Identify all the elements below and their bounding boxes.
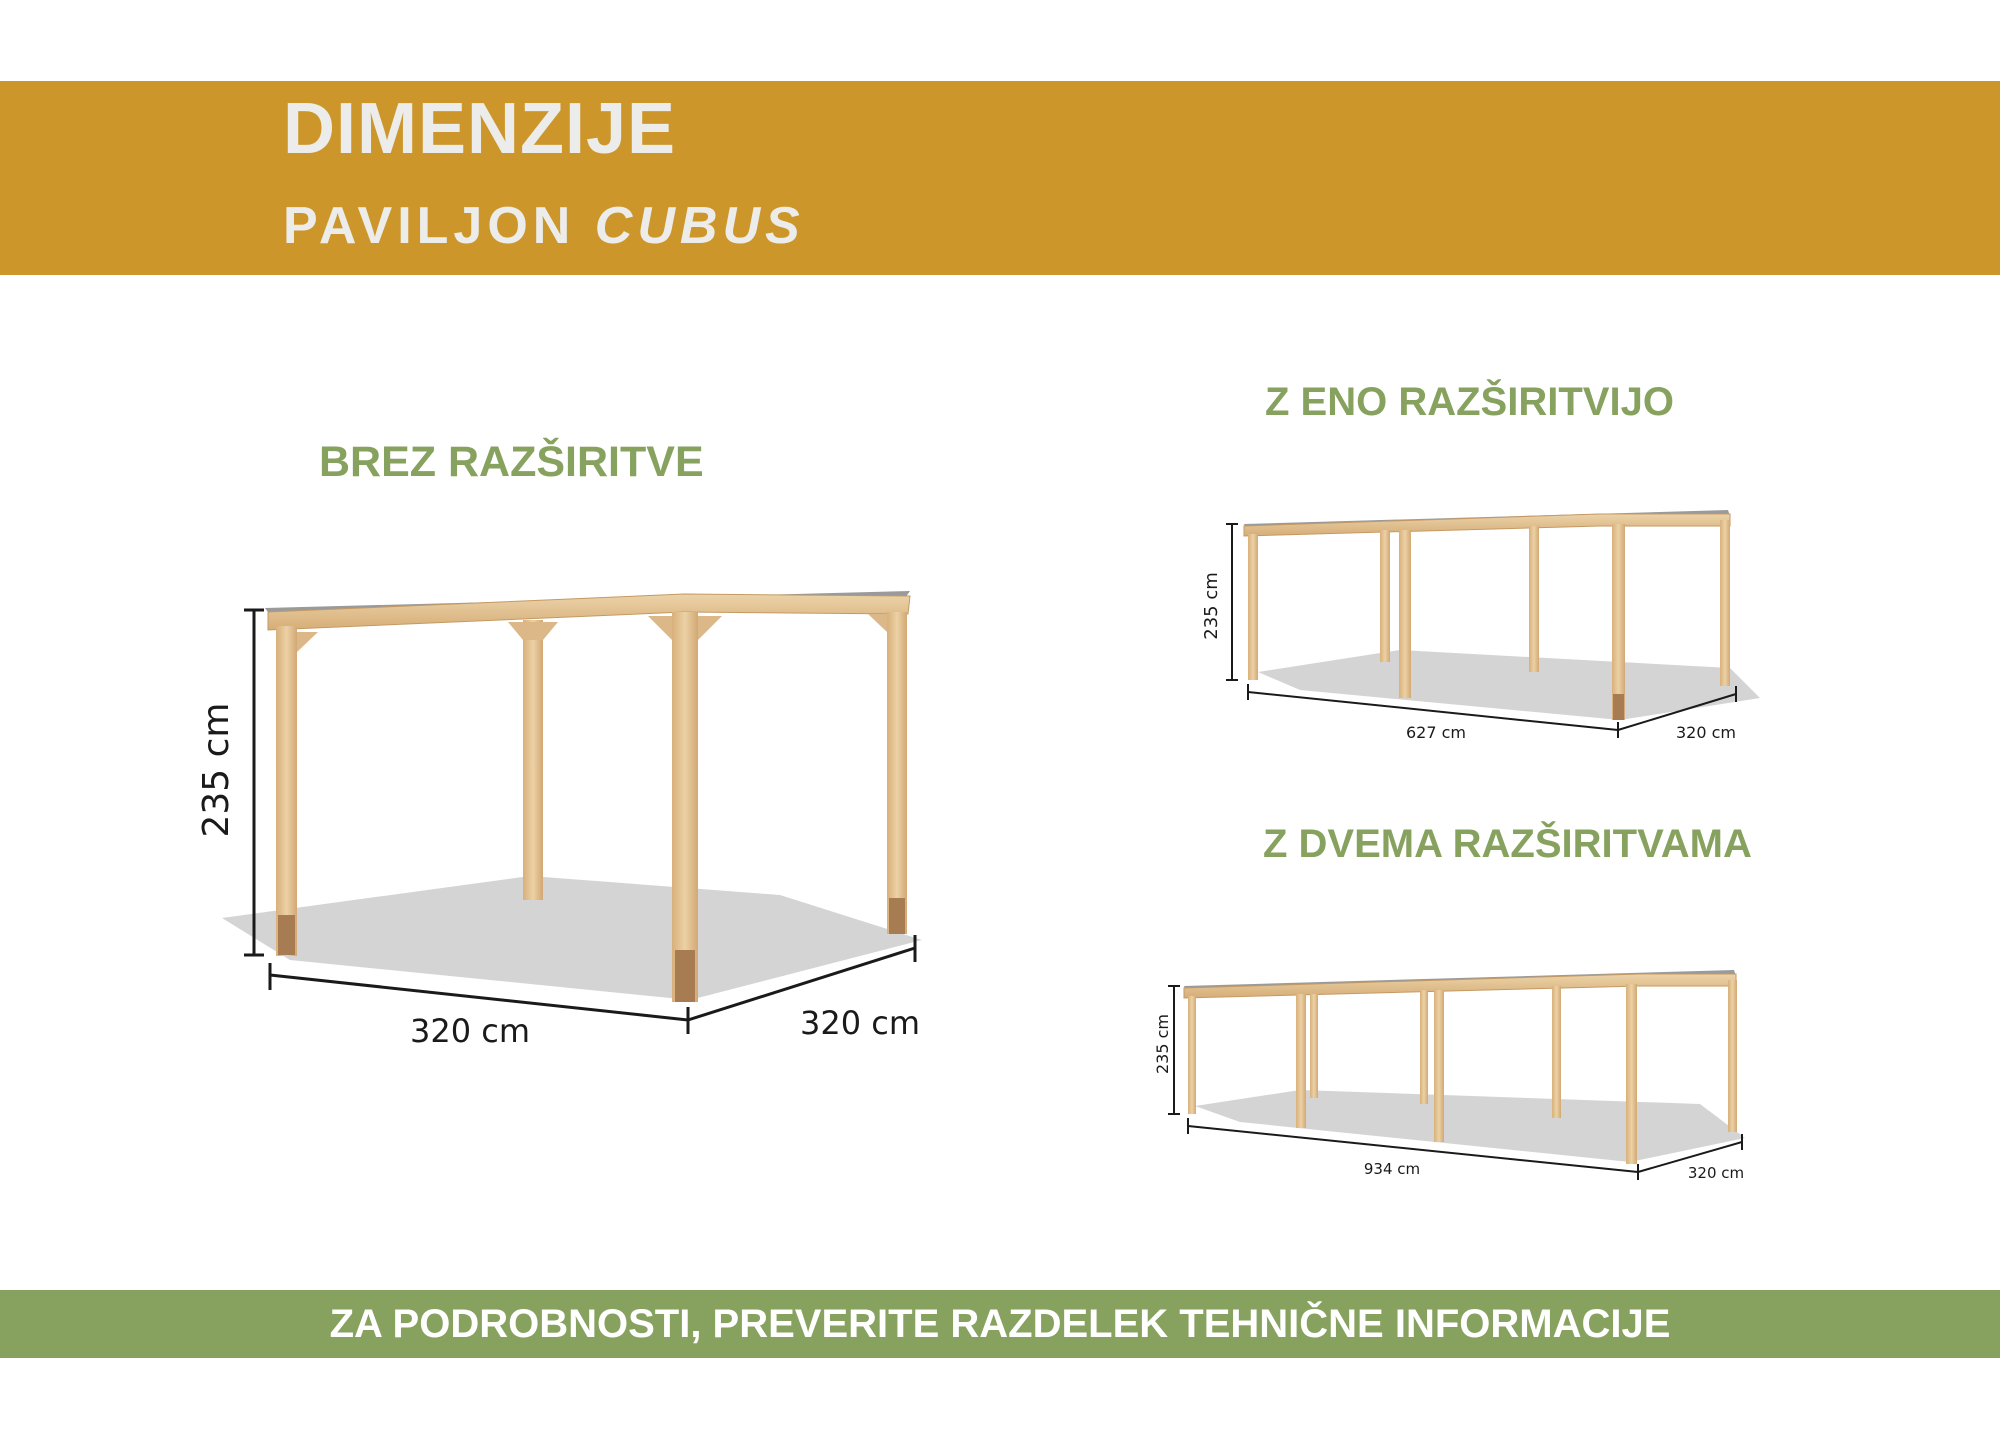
section-title-base: BREZ RAZŠIRITVE (319, 438, 704, 486)
base-brace (297, 632, 318, 652)
base-brace (698, 616, 722, 640)
one-ext-post (1720, 520, 1730, 686)
base-post-foot (278, 915, 295, 955)
subtitle-prefix: PAVILJON (283, 197, 576, 255)
base-brace (868, 614, 887, 632)
one-ext-width-label: 320 cm (1675, 723, 1737, 742)
subtitle-product-name: CUBUS (594, 197, 805, 255)
base-brace (508, 622, 558, 640)
footer-note: ZA PODROBNOSTI, PREVERITE RAZDELEK TEHNIČNE INFORMACIJE (329, 1301, 1671, 1346)
base-brace (648, 616, 672, 640)
base-post-left (276, 626, 297, 956)
one-ext-post (1529, 526, 1539, 672)
base-post-front (672, 612, 698, 1002)
one-ext-post-foot (1613, 694, 1624, 720)
one-ext-height-label: 235 cm (1201, 572, 1222, 640)
base-width-label: 320 cm (799, 1004, 921, 1042)
base-height-label: 235 cm (196, 702, 237, 838)
section-title-one-extension: Z ENO RAZŠIRITVIJO (1265, 380, 1674, 424)
base-post-foot (889, 898, 905, 934)
pavilion-one-extension-figure (1201, 510, 1760, 742)
pavilion-two-extensions-figure (1153, 970, 1745, 1182)
two-ext-width-label: 320 cm (1687, 1164, 1745, 1182)
two-ext-post (1420, 990, 1428, 1104)
base-roof-beam (268, 594, 910, 630)
pavilion-base-figure (196, 591, 922, 1050)
footer-banner (0, 1290, 2000, 1358)
base-post-foot (675, 950, 695, 1002)
two-ext-post (1728, 980, 1737, 1132)
two-ext-floor-shadow (1195, 1090, 1745, 1162)
base-post-right (887, 612, 907, 934)
one-ext-post (1612, 524, 1625, 720)
section-title-two-extensions: Z DVEMA RAZŠIRITVAMA (1263, 822, 1752, 866)
two-ext-post (1188, 996, 1196, 1114)
two-ext-post (1552, 986, 1561, 1118)
two-ext-post (1310, 994, 1318, 1098)
one-ext-post (1248, 534, 1258, 680)
one-ext-post (1399, 530, 1411, 698)
two-ext-length-label: 934 cm (1363, 1160, 1421, 1178)
two-ext-post (1296, 994, 1306, 1128)
page-title: DIMENZIJE (283, 89, 677, 169)
base-length-label: 320 cm (409, 1012, 531, 1050)
two-ext-height-label: 235 cm (1153, 1013, 1172, 1075)
two-ext-post (1434, 990, 1444, 1142)
two-ext-post (1626, 984, 1637, 1164)
base-post-back (523, 620, 543, 900)
one-ext-post (1380, 530, 1390, 662)
two-ext-roof-beam (1184, 974, 1736, 998)
one-ext-length-label: 627 cm (1405, 723, 1467, 742)
